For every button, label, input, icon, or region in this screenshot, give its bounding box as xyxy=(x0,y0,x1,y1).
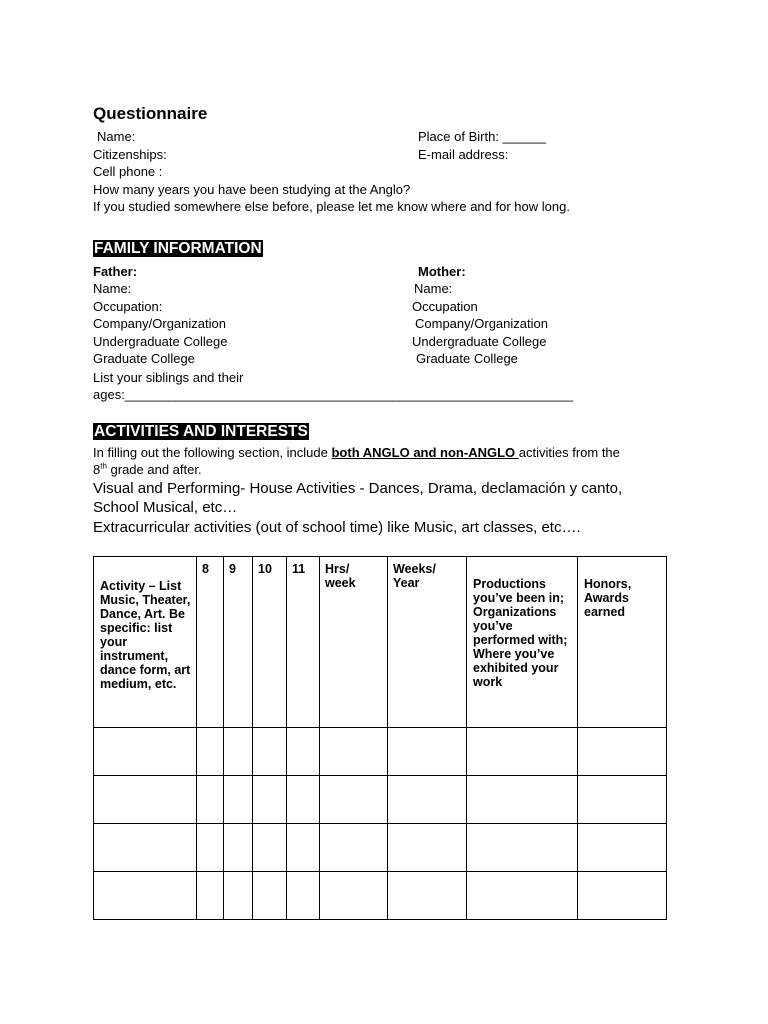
cell-productions[interactable] xyxy=(467,728,578,776)
father-name: Name: xyxy=(93,281,132,296)
family-section xyxy=(93,240,263,258)
cell-grade-9[interactable] xyxy=(224,776,253,824)
cell-grade-10[interactable] xyxy=(253,872,287,920)
cell-grade-11[interactable] xyxy=(287,824,320,872)
grade-line xyxy=(93,461,202,478)
col-productions-header: Productions you’ve been in; Organizations you’ve performed with; Where you’ve exhibited your work xyxy=(473,577,568,689)
cell-productions[interactable] xyxy=(467,872,578,920)
table-row xyxy=(94,872,667,920)
cell-honors[interactable] xyxy=(578,776,667,824)
activities-header: ACTIVITIES AND INTERESTS xyxy=(94,423,308,440)
cell-weeks-year[interactable] xyxy=(388,872,467,920)
cell-hrs-week[interactable] xyxy=(320,872,388,920)
cell-grade-9[interactable] xyxy=(224,824,253,872)
father-company: Company/Organization xyxy=(93,316,226,331)
visual-performing-line-1: Visual and Performing- House Activities - Dances, Drama, declamación y canto, xyxy=(93,480,623,497)
extracurricular-line: Extracurricular activities (out of school time) like Music, art classes, etc…. xyxy=(93,519,581,536)
cell-grade-8[interactable] xyxy=(197,776,224,824)
activities-section xyxy=(93,423,309,441)
cell-weeks-year[interactable] xyxy=(388,776,467,824)
cell-honors[interactable] xyxy=(578,728,667,776)
citizenships-label: Citizenships: xyxy=(93,147,167,162)
cell-activity[interactable] xyxy=(94,824,197,872)
cell-grade-8[interactable] xyxy=(197,872,224,920)
table-row xyxy=(94,824,667,872)
intro-text-1: In filling out the following section, include xyxy=(93,445,332,460)
mother-undergrad: Undergraduate College xyxy=(412,334,547,349)
col-grade-11-header: 11 xyxy=(292,562,306,576)
activities-table xyxy=(93,556,667,920)
mother-label: Mother: xyxy=(418,264,466,279)
intro-text-2: activities from the xyxy=(518,445,620,460)
cell-grade-11[interactable] xyxy=(287,872,320,920)
table-row xyxy=(94,728,667,776)
cell-phone-label: Cell phone : xyxy=(93,164,163,179)
activities-intro xyxy=(93,444,620,461)
col-activity-header: Activity – List Music, Theater, Dance, Art. Be specific: list your instrument, dance form, art medium, etc. xyxy=(100,579,191,691)
cell-weeks-year[interactable] xyxy=(388,824,467,872)
cell-hrs-week[interactable] xyxy=(320,824,388,872)
place-of-birth-label: Place of Birth: ______ xyxy=(418,129,546,144)
studied-elsewhere-question: If you studied somewhere else before, please let me know where and for how long. xyxy=(93,199,570,214)
cell-activity[interactable] xyxy=(94,776,197,824)
intro-emphasis: both ANGLO and non-ANGLO xyxy=(331,445,519,460)
cell-grade-10[interactable] xyxy=(253,728,287,776)
mother-company: Company/Organization xyxy=(415,316,548,331)
years-question: How many years you have been studying at the Anglo? xyxy=(93,182,411,197)
col-weeks-year-header: Weeks/ Year xyxy=(393,562,436,590)
cell-honors[interactable] xyxy=(578,824,667,872)
col-grade-8-header: 8 xyxy=(202,562,209,576)
cell-hrs-week[interactable] xyxy=(320,776,388,824)
father-grad: Graduate College xyxy=(93,351,195,366)
name-label: Name: xyxy=(97,129,136,144)
col-grade-9-header: 9 xyxy=(229,562,236,576)
cell-grade-11[interactable] xyxy=(287,776,320,824)
family-header: FAMILY INFORMATION xyxy=(94,240,262,257)
cell-productions[interactable] xyxy=(467,824,578,872)
cell-weeks-year[interactable] xyxy=(388,728,467,776)
table-header-row xyxy=(94,557,667,728)
cell-grade-10[interactable] xyxy=(253,824,287,872)
cell-grade-9[interactable] xyxy=(224,872,253,920)
cell-activity[interactable] xyxy=(94,728,197,776)
col-hrs-week-header: Hrs/ week xyxy=(325,562,356,590)
cell-hrs-week[interactable] xyxy=(320,728,388,776)
mother-occupation: Occupation xyxy=(412,299,478,314)
cell-activity[interactable] xyxy=(94,872,197,920)
cell-grade-8[interactable] xyxy=(197,824,224,872)
father-label: Father: xyxy=(93,264,138,279)
cell-grade-9[interactable] xyxy=(224,728,253,776)
table-row xyxy=(94,776,667,824)
cell-productions[interactable] xyxy=(467,776,578,824)
email-label: E-mail address: xyxy=(418,147,509,162)
father-undergrad: Undergraduate College xyxy=(93,334,228,349)
grade-rest: grade and after. xyxy=(106,462,202,477)
page-title: Questionnaire xyxy=(93,104,208,123)
mother-name: Name: xyxy=(414,281,453,296)
siblings-line-2: ages:______________________________________________________________ xyxy=(93,387,574,402)
cell-grade-11[interactable] xyxy=(287,728,320,776)
father-occupation: Occupation: xyxy=(93,299,163,314)
grade-number: 8 xyxy=(93,462,101,477)
col-grade-10-header: 10 xyxy=(258,562,272,576)
mother-grad: Graduate College xyxy=(416,351,518,366)
grade-suffix: th xyxy=(100,461,107,471)
visual-performing-line-2: School Musical, etc… xyxy=(93,499,238,516)
cell-grade-8[interactable] xyxy=(197,728,224,776)
siblings-line-1: List your siblings and their xyxy=(93,370,244,385)
cell-grade-10[interactable] xyxy=(253,776,287,824)
col-honors-header: Honors, Awards earned xyxy=(584,577,632,619)
cell-honors[interactable] xyxy=(578,872,667,920)
